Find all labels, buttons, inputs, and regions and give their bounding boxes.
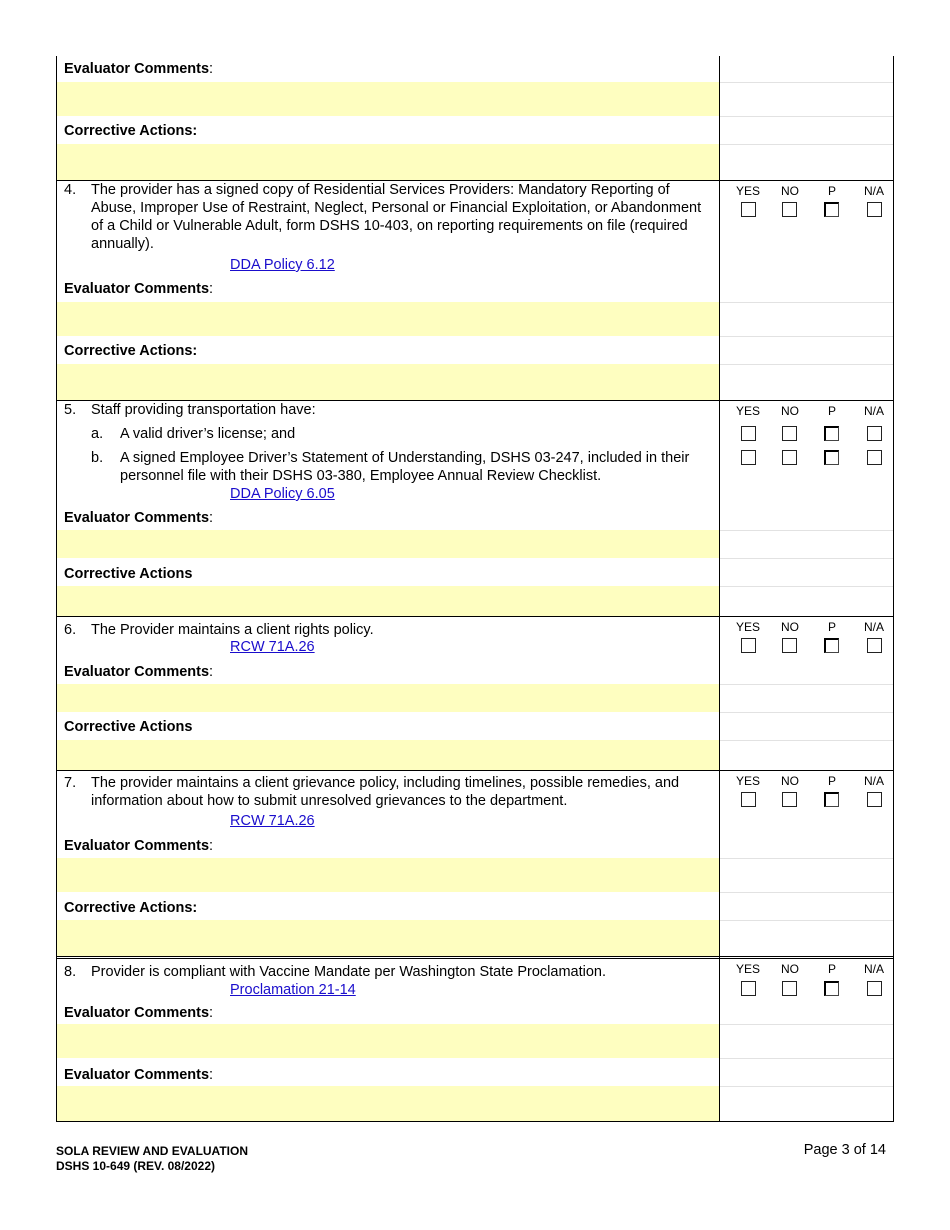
corrective-actions-label: Corrective Actions	[64, 566, 193, 582]
reference-link[interactable]: RCW 71A.26	[230, 813, 315, 829]
column-header-no: NO	[781, 404, 799, 418]
section-divider	[56, 616, 894, 617]
corrective-actions-field[interactable]	[57, 364, 719, 400]
reference-link[interactable]: DDA Policy 6.05	[230, 486, 335, 502]
column-header-yes: YES	[735, 962, 760, 976]
column-header-yes: YES	[735, 620, 760, 634]
na-checkbox[interactable]	[867, 638, 882, 653]
column-header-p: P	[827, 184, 836, 198]
item-number: 6.	[64, 622, 77, 638]
column-header-no: NO	[781, 962, 799, 976]
no-checkbox[interactable]	[782, 638, 797, 653]
yes-checkbox[interactable]	[741, 450, 756, 465]
na-checkbox[interactable]	[867, 450, 882, 465]
corrective-actions-field[interactable]	[57, 586, 719, 616]
yes-checkbox[interactable]	[741, 981, 756, 996]
column-header-no: NO	[781, 620, 799, 634]
reference-link[interactable]: DDA Policy 6.12	[230, 257, 335, 273]
evaluator-comments-field-2[interactable]	[57, 1086, 719, 1121]
evaluator-comments-field[interactable]	[57, 858, 719, 892]
reference-link[interactable]: Proclamation 21-14	[230, 982, 356, 998]
partial-checkbox[interactable]	[824, 450, 839, 465]
yes-checkbox[interactable]	[741, 426, 756, 441]
corrective-actions-label: Corrective Actions:	[64, 343, 198, 359]
na-checkbox[interactable]	[867, 792, 882, 807]
corrective-actions-label: Corrective Actions	[64, 719, 193, 735]
section-divider	[56, 770, 894, 771]
evaluator-comments-label-2: Evaluator Comments:	[64, 1067, 214, 1083]
evaluator-comments-label: Evaluator Comments:	[64, 510, 214, 526]
column-header-na: N/A	[863, 184, 884, 198]
column-header-na: N/A	[863, 774, 884, 788]
column-header-p: P	[827, 404, 836, 418]
reference-link[interactable]: RCW 71A.26	[230, 639, 315, 655]
section-divider	[56, 958, 894, 959]
column-header-na: N/A	[863, 620, 884, 634]
partial-checkbox[interactable]	[824, 426, 839, 441]
evaluator-comments-field[interactable]	[57, 302, 719, 336]
evaluator-comments-label: Evaluator Comments:	[64, 281, 214, 297]
column-header-p: P	[827, 774, 836, 788]
yes-checkbox[interactable]	[741, 638, 756, 653]
no-checkbox[interactable]	[782, 981, 797, 996]
column-header-p: P	[827, 962, 836, 976]
na-checkbox[interactable]	[867, 981, 882, 996]
yes-checkbox[interactable]	[741, 202, 756, 217]
column-header-yes: YES	[735, 184, 760, 198]
corrective-actions-field[interactable]	[57, 920, 719, 956]
corrective-actions-field[interactable]	[57, 144, 719, 180]
evaluator-comments-field[interactable]	[57, 530, 719, 558]
item-text: The Provider maintains a client rights policy.	[91, 622, 374, 638]
item-text: The provider maintains a client grievance policy, including timelines, possible remedies, and information about how to submit unresolved grievances to the department.	[91, 775, 680, 809]
table-bottom-border	[56, 1121, 894, 1122]
evaluator-comments-field[interactable]	[57, 684, 719, 712]
corrective-actions-label: Corrective Actions:	[64, 123, 198, 139]
table-column-divider	[719, 56, 720, 1122]
corrective-actions-label: Corrective Actions:	[64, 900, 198, 916]
item-text: The provider has a signed copy of Residential Services Providers: Mandatory Reporting of Abuse, Improper Use of Restraint, Neglect, Personal or Financial Exploitation, or Abandonment of a Child or Vulnerable Adult, form DSHS 10-403, on reporting requirements on file (required annually).	[91, 182, 702, 252]
item-text: Provider is compliant with Vaccine Mandate per Washington State Proclamation.	[91, 964, 606, 980]
form-number: DSHS 10-649 (REV. 08/2022)	[56, 1159, 215, 1173]
column-header-no: NO	[781, 184, 799, 198]
partial-checkbox[interactable]	[824, 981, 839, 996]
column-header-p: P	[827, 620, 836, 634]
evaluator-comments-field[interactable]	[57, 1024, 719, 1058]
partial-checkbox[interactable]	[824, 202, 839, 217]
na-checkbox[interactable]	[867, 426, 882, 441]
subitem-letter: b.	[91, 450, 104, 466]
item-number: 8.	[64, 964, 77, 980]
item-number: 5.	[64, 402, 77, 418]
column-header-yes: YES	[735, 774, 760, 788]
no-checkbox[interactable]	[782, 450, 797, 465]
evaluator-comments-label: Evaluator Comments:	[64, 664, 214, 680]
evaluator-comments-field[interactable]	[57, 82, 719, 116]
item-text: Staff providing transportation have:	[91, 402, 316, 418]
evaluator-comments-label: Evaluator Comments:	[64, 1005, 214, 1021]
column-header-no: NO	[781, 774, 799, 788]
table-right-border	[893, 56, 894, 1122]
subitem-letter: a.	[91, 426, 104, 442]
evaluator-comments-label: Evaluator Comments:	[64, 61, 214, 77]
no-checkbox[interactable]	[782, 792, 797, 807]
column-header-na: N/A	[863, 404, 884, 418]
corrective-actions-field[interactable]	[57, 740, 719, 770]
subitem-text: A signed Employee Driver’s Statement of Understanding, DSHS 03-247, included in their personnel file with their DSHS 03-380, Employee Annual Review Checklist.	[120, 450, 690, 484]
column-header-yes: YES	[735, 404, 760, 418]
item-number: 4.	[64, 182, 77, 198]
na-checkbox[interactable]	[867, 202, 882, 217]
item-number: 7.	[64, 775, 77, 791]
no-checkbox[interactable]	[782, 426, 797, 441]
partial-checkbox[interactable]	[824, 792, 839, 807]
yes-checkbox[interactable]	[741, 792, 756, 807]
column-header-na: N/A	[863, 962, 884, 976]
page-number: Page 3 of 14	[803, 1142, 886, 1158]
no-checkbox[interactable]	[782, 202, 797, 217]
section-divider	[56, 956, 894, 957]
partial-checkbox[interactable]	[824, 638, 839, 653]
evaluator-comments-label: Evaluator Comments:	[64, 838, 214, 854]
subitem-text: A valid driver’s license; and	[120, 426, 296, 442]
form-title: SOLA REVIEW AND EVALUATION	[56, 1144, 248, 1158]
